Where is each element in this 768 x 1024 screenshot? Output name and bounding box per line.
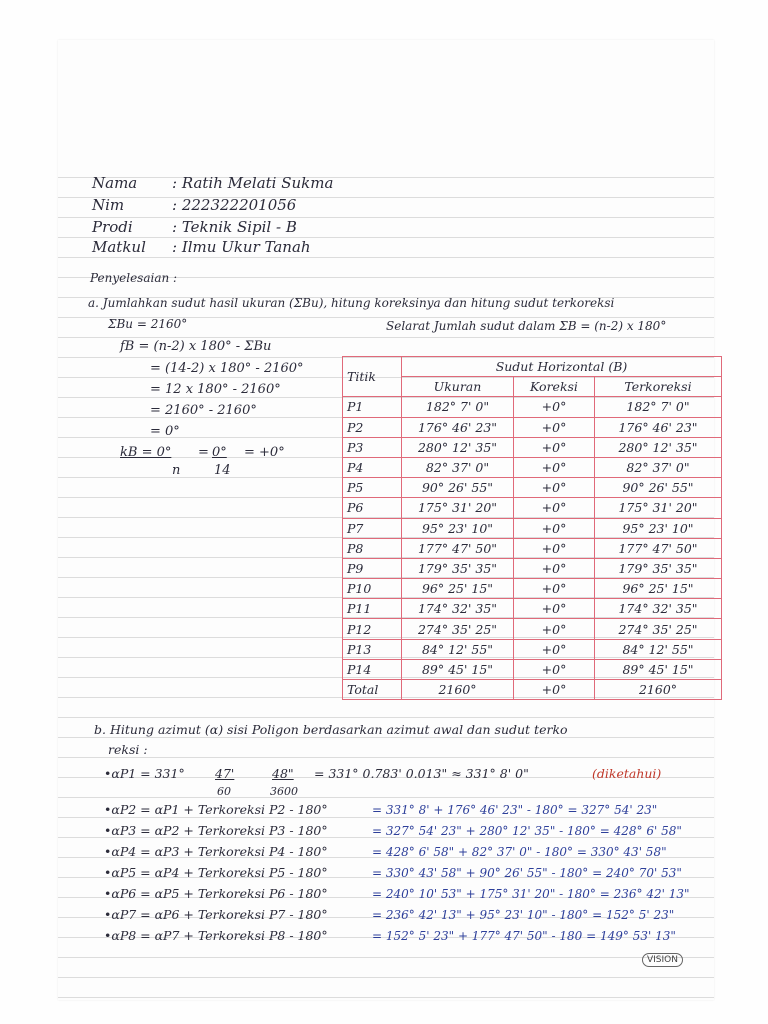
azimuth-value: = 327° 54' 23" + 280° 12' 35" - 180° = 428° 6' 58"	[372, 824, 682, 838]
col-koreksi: Koreksi	[514, 377, 595, 397]
penyelesaian-heading: Penyelesaian :	[90, 271, 178, 285]
total-ukuran: 2160°	[402, 680, 514, 700]
cell-koreksi: +0°	[514, 659, 595, 679]
ap1-den-3600: 3600	[270, 785, 298, 798]
table-row	[343, 498, 722, 518]
cell-ukuran: 84° 12' 55"	[402, 639, 514, 659]
cell-koreksi: +0°	[514, 619, 595, 639]
table-row	[343, 518, 722, 538]
cell-titik: P10	[343, 579, 402, 599]
col-titik: Titik	[343, 357, 402, 397]
cell-titik: P1	[343, 397, 402, 417]
azimuth-value: = 236° 42' 13" + 95° 23' 10" - 180° = 152° 5' 23"	[372, 908, 675, 922]
cell-terkoreksi: 89° 45' 15"	[595, 659, 722, 679]
cell-terkoreksi: 274° 35' 25"	[595, 619, 722, 639]
cell-terkoreksi: 95° 23' 10"	[595, 518, 722, 538]
table-header-row	[343, 357, 722, 377]
total-terkoreksi: 2160°	[595, 680, 722, 700]
azimuth-formula: •αP5 = αP4 + Terkoreksi P5 - 180°	[104, 865, 328, 880]
azimuth-formula: •αP6 = αP5 + Terkoreksi P6 - 180°	[104, 886, 328, 901]
table-row	[343, 538, 722, 558]
kb-denominator-n: n	[172, 463, 181, 478]
prodi-value: : Teknik Sipil - B	[172, 218, 297, 236]
vision-watermark: VISION	[642, 953, 683, 967]
cell-koreksi: +0°	[514, 579, 595, 599]
col-ukuran: Ukuran	[402, 377, 514, 397]
sum-bu: ΣBu = 2160°	[108, 317, 188, 331]
cell-ukuran: 82° 37' 0"	[402, 457, 514, 477]
azimuth-value: = 152° 5' 23" + 177° 47' 50" - 180 = 149° 53' 13"	[372, 929, 676, 943]
ap1-minutes: 47'	[215, 766, 235, 781]
ap1-result: = 331° 0.783' 0.013" ≈ 331° 8' 0"	[314, 766, 529, 781]
part-b-instruction-cont: reksi :	[108, 742, 148, 757]
cell-ukuran: 95° 23' 10"	[402, 518, 514, 538]
cell-terkoreksi: 175° 31' 20"	[595, 498, 722, 518]
cell-terkoreksi: 182° 7' 0"	[595, 397, 722, 417]
cell-koreksi: +0°	[514, 518, 595, 538]
table-row	[343, 599, 722, 619]
cell-titik: P6	[343, 498, 402, 518]
cell-koreksi: +0°	[514, 538, 595, 558]
cell-terkoreksi: 177° 47' 50"	[595, 538, 722, 558]
table-row	[343, 619, 722, 639]
azimuth-value: = 240° 10' 53" + 175° 31' 20" - 180° = 236° 42' 13"	[372, 887, 690, 901]
cell-terkoreksi: 176° 46' 23"	[595, 417, 722, 437]
ap1-lhs: •αP1 = 331°	[104, 766, 185, 781]
cell-koreksi: +0°	[514, 478, 595, 498]
cell-koreksi: +0°	[514, 599, 595, 619]
table-row	[343, 659, 722, 679]
cell-ukuran: 175° 31' 20"	[402, 498, 514, 518]
total-label: Total	[343, 680, 402, 700]
cell-ukuran: 96° 25' 15"	[402, 579, 514, 599]
cell-ukuran: 177° 47' 50"	[402, 538, 514, 558]
cell-titik: P12	[343, 619, 402, 639]
cell-ukuran: 174° 32' 35"	[402, 599, 514, 619]
matkul-value: : Ilmu Ukur Tanah	[172, 238, 311, 256]
cell-terkoreksi: 179° 35' 35"	[595, 558, 722, 578]
cell-titik: P5	[343, 478, 402, 498]
cell-koreksi: +0°	[514, 558, 595, 578]
kb-numerator: 0°	[212, 445, 227, 460]
table-row	[343, 397, 722, 417]
nama-label: Nama	[92, 174, 138, 192]
azimuth-value: = 331° 8' + 176° 46' 23" - 180° = 327° 54' 23"	[372, 803, 658, 817]
kb-denominator-14: 14	[214, 463, 231, 478]
fb-formula: fB = (n-2) x 180° - ΣBu	[120, 339, 272, 354]
cell-titik: P11	[343, 599, 402, 619]
table-row	[343, 478, 722, 498]
nim-label: Nim	[92, 196, 125, 214]
kb-left: kB = 0°	[120, 445, 172, 460]
cell-ukuran: 90° 26' 55"	[402, 478, 514, 498]
cell-ukuran: 179° 35' 35"	[402, 558, 514, 578]
ap1-den-60: 60	[217, 785, 231, 798]
col-sudut-horizontal: Sudut Horizontal (B)	[402, 357, 722, 377]
cell-koreksi: +0°	[514, 639, 595, 659]
table-row	[343, 639, 722, 659]
cell-titik: P3	[343, 437, 402, 457]
cell-koreksi: +0°	[514, 417, 595, 437]
azimuth-formula: •αP4 = αP3 + Terkoreksi P4 - 180°	[104, 844, 328, 859]
cell-ukuran: 280° 12' 35"	[402, 437, 514, 457]
ap1-note: (diketahui)	[592, 766, 662, 781]
prodi-label: Prodi	[92, 218, 133, 236]
cell-terkoreksi: 84° 12' 55"	[595, 639, 722, 659]
fb-step-3: = 2160° - 2160°	[150, 403, 257, 418]
cell-ukuran: 176° 46' 23"	[402, 417, 514, 437]
azimuth-formula: •αP8 = αP7 + Terkoreksi P8 - 180°	[104, 928, 328, 943]
kb-result: = +0°	[244, 445, 285, 460]
cell-titik: P13	[343, 639, 402, 659]
part-b-instruction: b. Hitung azimut (α) sisi Poligon berdasarkan azimut awal dan sudut terko	[94, 722, 568, 737]
table-total-row	[343, 680, 722, 700]
azimuth-formula: •αP3 = αP2 + Terkoreksi P3 - 180°	[104, 823, 328, 838]
page-top-margin	[58, 40, 714, 165]
cell-koreksi: +0°	[514, 437, 595, 457]
table-row	[343, 457, 722, 477]
cell-titik: P8	[343, 538, 402, 558]
matkul-label: Matkul	[92, 238, 146, 256]
fb-step-2: = 12 x 180° - 2160°	[150, 382, 281, 397]
table-row	[343, 437, 722, 457]
azimuth-value: = 330° 43' 58" + 90° 26' 55" - 180° = 240° 70' 53"	[372, 866, 682, 880]
cell-koreksi: +0°	[514, 397, 595, 417]
col-terkoreksi: Terkoreksi	[595, 377, 722, 397]
cell-titik: P9	[343, 558, 402, 578]
total-koreksi: +0°	[514, 680, 595, 700]
table-row	[343, 417, 722, 437]
table-row	[343, 558, 722, 578]
cell-titik: P7	[343, 518, 402, 538]
angle-table	[342, 356, 722, 700]
cell-ukuran: 274° 35' 25"	[402, 619, 514, 639]
cell-terkoreksi: 174° 32' 35"	[595, 599, 722, 619]
cell-koreksi: +0°	[514, 457, 595, 477]
azimuth-formula: •αP2 = αP1 + Terkoreksi P2 - 180°	[104, 802, 328, 817]
cell-ukuran: 89° 45' 15"	[402, 659, 514, 679]
part-a-rule: Selarat Jumlah sudut dalam ΣB = (n-2) x 180°	[386, 319, 667, 333]
cell-titik: P2	[343, 417, 402, 437]
cell-ukuran: 182° 7' 0"	[402, 397, 514, 417]
ap1-seconds: 48"	[272, 766, 294, 781]
cell-koreksi: +0°	[514, 498, 595, 518]
azimuth-formula: •αP7 = αP6 + Terkoreksi P7 - 180°	[104, 907, 328, 922]
azimuth-value: = 428° 6' 58" + 82° 37' 0" - 180° = 330° 43' 58"	[372, 845, 667, 859]
cell-titik: P14	[343, 659, 402, 679]
cell-terkoreksi: 96° 25' 15"	[595, 579, 722, 599]
cell-terkoreksi: 90° 26' 55"	[595, 478, 722, 498]
part-a-instruction: a. Jumlahkan sudut hasil ukuran (ΣBu), hitung koreksinya dan hitung sudut terkoreksi	[88, 296, 615, 310]
nim-value: : 222322201056	[172, 196, 297, 214]
cell-terkoreksi: 82° 37' 0"	[595, 457, 722, 477]
kb-eq: =	[198, 445, 209, 460]
fb-step-1: = (14-2) x 180° - 2160°	[150, 361, 304, 376]
cell-terkoreksi: 280° 12' 35"	[595, 437, 722, 457]
nama-value: : Ratih Melati Sukma	[172, 174, 334, 192]
table-row	[343, 579, 722, 599]
fb-result: = 0°	[150, 424, 180, 439]
cell-titik: P4	[343, 457, 402, 477]
